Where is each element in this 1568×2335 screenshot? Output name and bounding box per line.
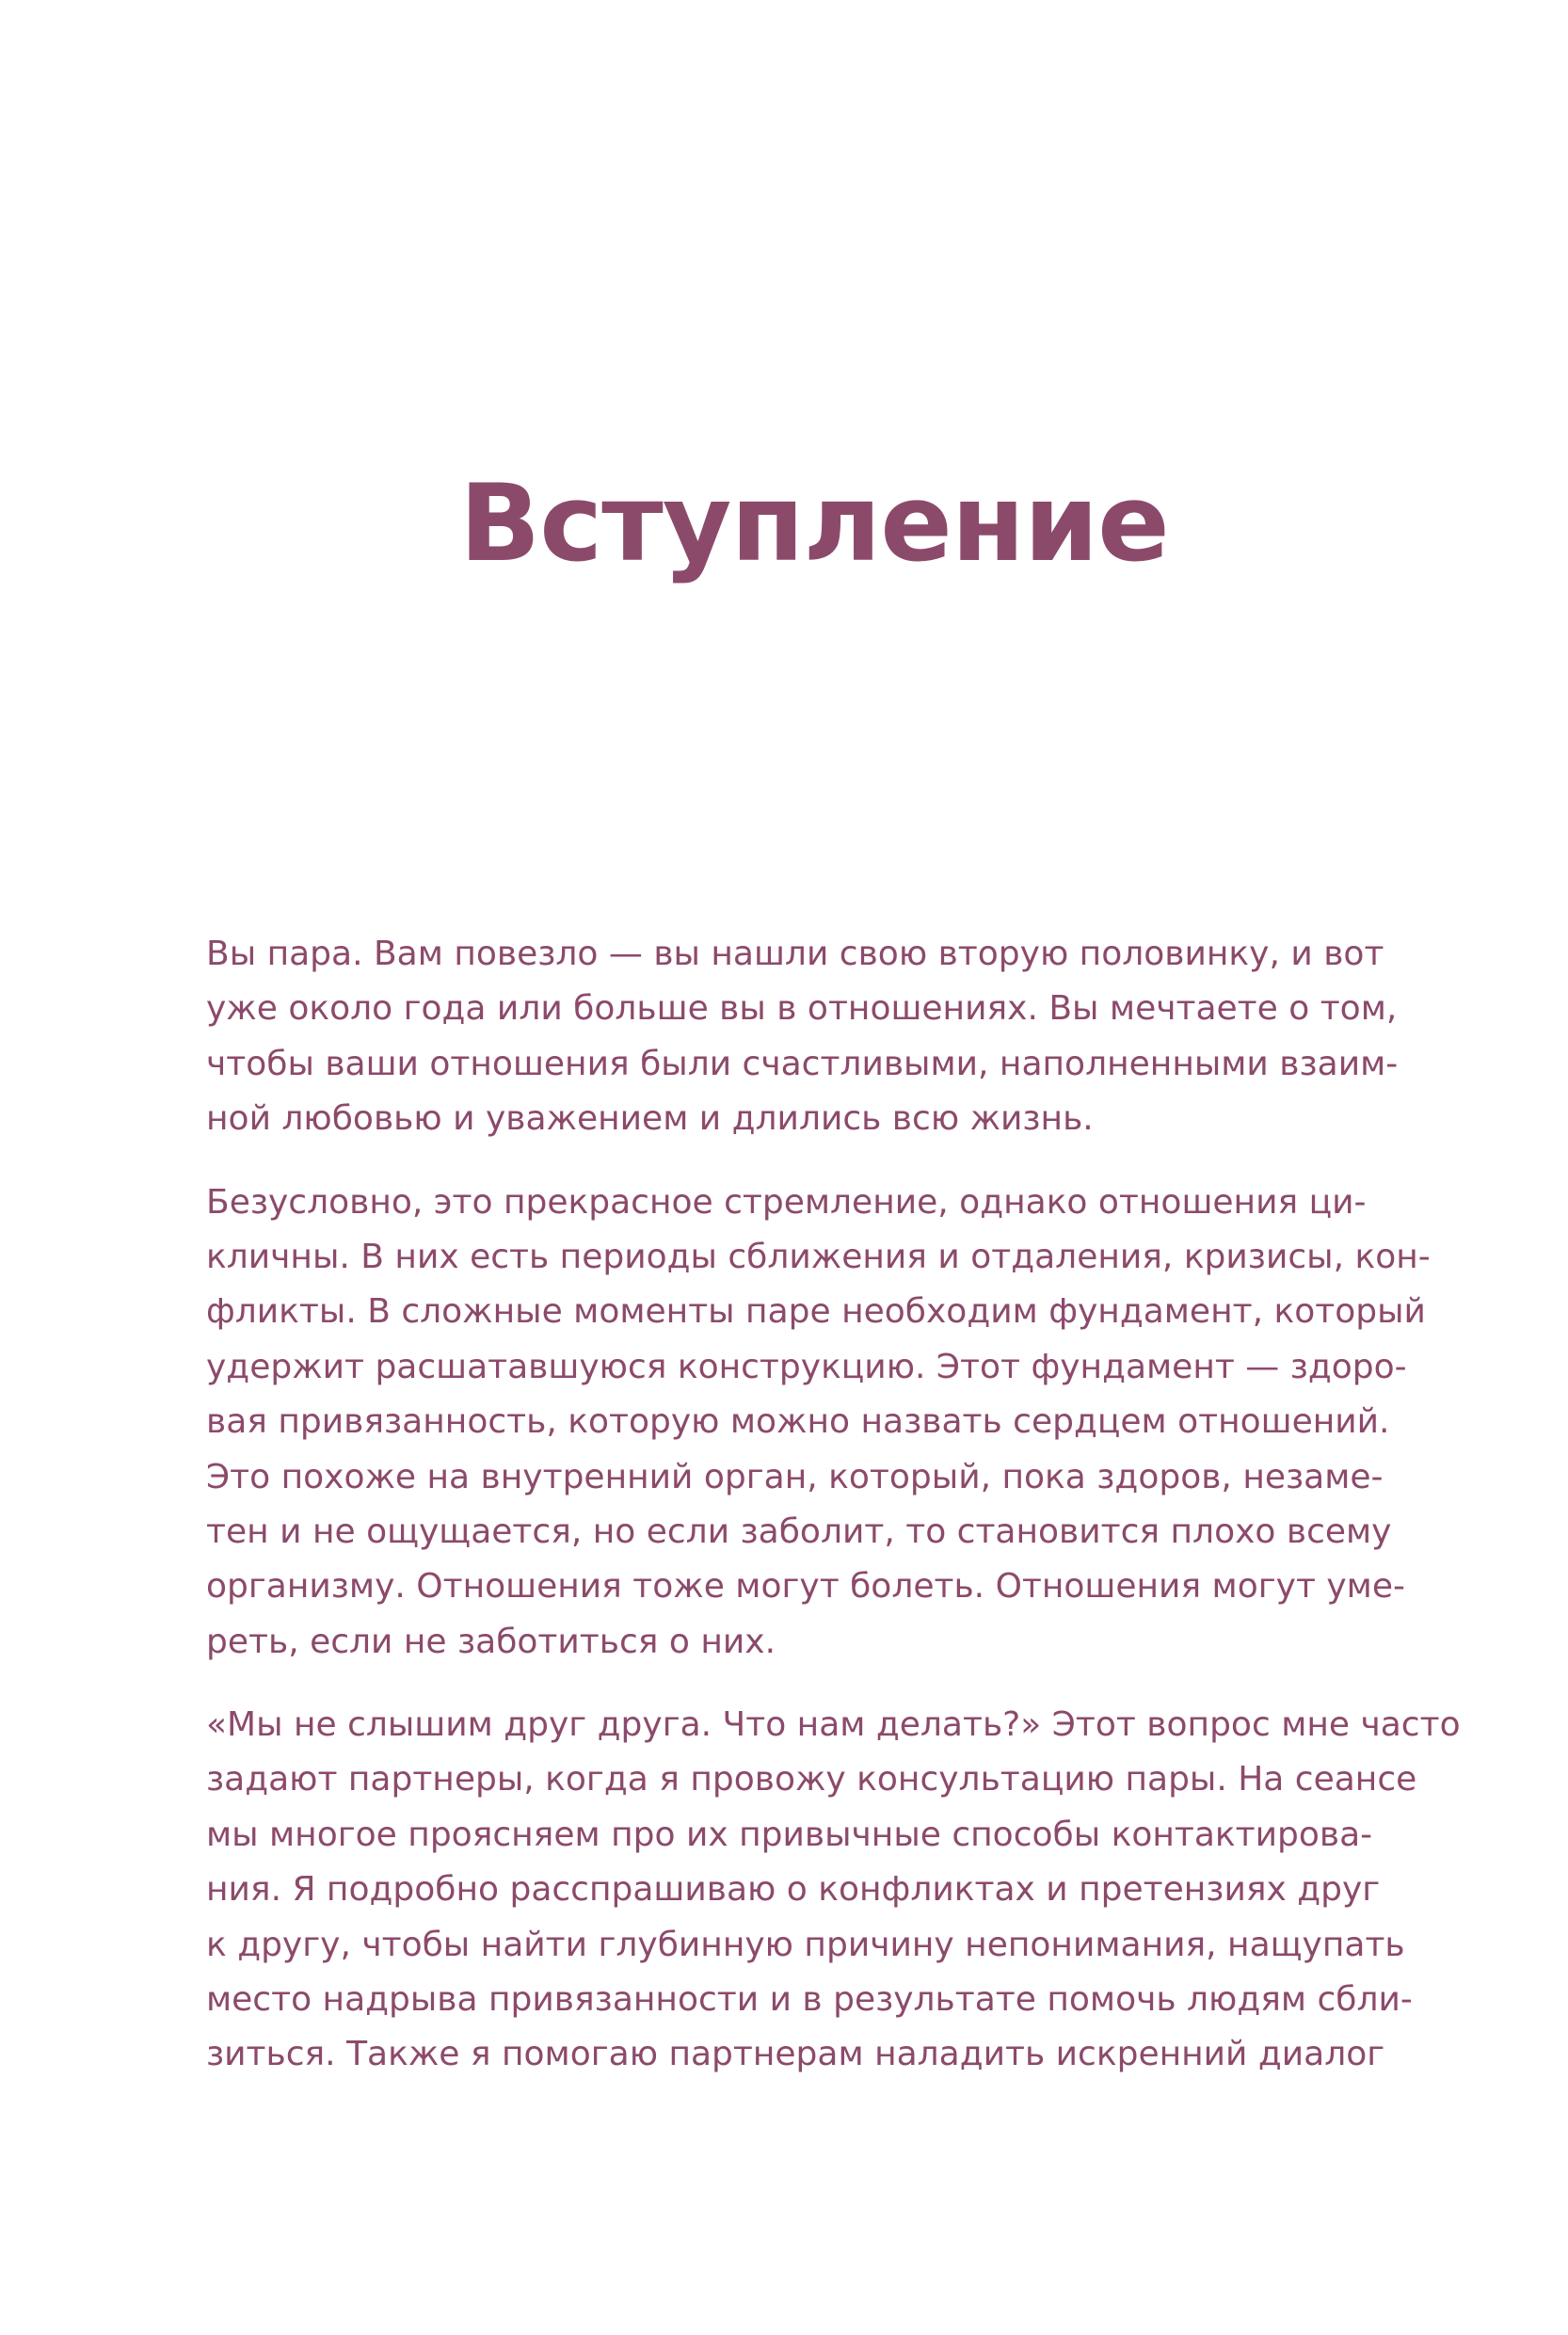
text-line: задают партнеры, когда я провожу консультацию пары. На сеансе: [206, 1760, 1417, 1799]
text-line: «Мы не слышим друг друга. Что нам делать?» Этот вопрос мне часто: [206, 1705, 1461, 1745]
chapter-title: Вступление: [459, 461, 1169, 585]
text-line: организму. Отношения тоже могут болеть. Отношения могут уме-: [206, 1567, 1405, 1607]
body-text: [206, 927, 1461, 2111]
text-line: Это похоже на внутренний орган, который, пока здоров, незаме-: [206, 1457, 1384, 1496]
text-line: реть, если не заботиться о них.: [206, 1622, 776, 1661]
text-line: удержит расшатавшуюся конструкцию. Этот фундамент — здоро-: [206, 1347, 1407, 1386]
text-line: кличны. В них есть периоды сближения и отдаления, кризисы, кон-: [206, 1237, 1431, 1276]
text-line: чтобы ваши отношения были счастливыми, наполненными взаим-: [206, 1044, 1399, 1083]
text-line: ния. Я подробно расспрашиваю о конфликтах и претензиях друг: [206, 1870, 1381, 1910]
paragraph-1: [206, 927, 1422, 1147]
text-line: мы многое проясняем про их привычные способы контактирова-: [206, 1815, 1373, 1854]
text-line: Вы пара. Вам повезло — вы нашли свою вторую половинку, и вот: [206, 935, 1384, 973]
paragraph-3: [206, 1698, 1461, 2083]
paragraph-2: [206, 1175, 1431, 1671]
text-line: Безусловно, это прекрасное стремление, однако отношения ци-: [206, 1182, 1367, 1222]
text-line: ной любовью и уважением и длились всю жизнь.: [206, 1099, 1094, 1139]
text-line: фликты. В сложные моменты паре необходим фундамент, который: [206, 1292, 1426, 1332]
text-line: место надрыва привязанности и в результате помочь людям сбли-: [206, 1980, 1413, 2020]
text-line: вая привязанность, которую можно назвать сердцем отношений.: [206, 1402, 1390, 1442]
text-line: к другу, чтобы найти глубинную причину непонимания, нащупать: [206, 1925, 1405, 1964]
text-line: тен и не ощущается, но если заболит, то становится плохо всему: [206, 1511, 1392, 1551]
text-line: уже около года или больше вы в отношениях. Вы мечтаете о том,: [206, 989, 1398, 1029]
text-line: зиться. Также я помогаю партнерам наладить искренний диалог: [206, 2035, 1385, 2074]
